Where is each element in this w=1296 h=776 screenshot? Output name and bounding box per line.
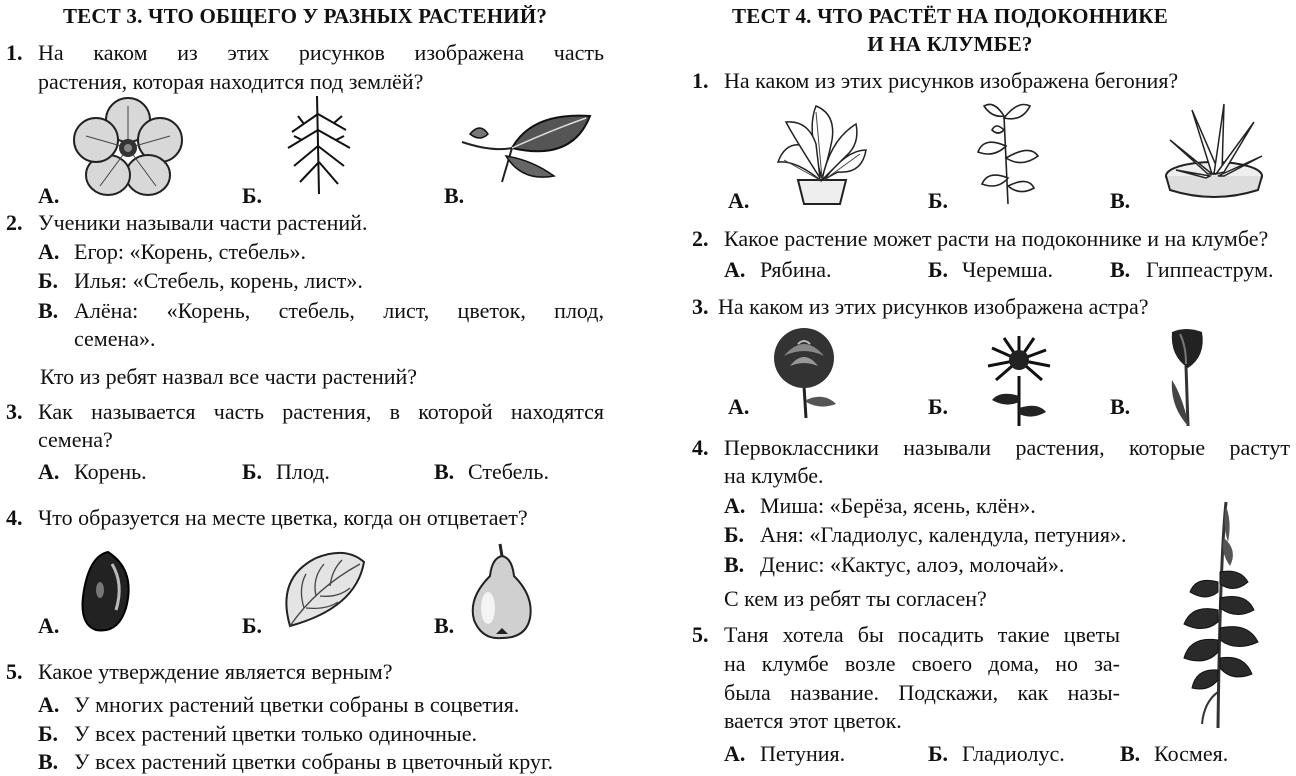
t4-q5-line2: на клумбе возле своего дома, но за- [724,651,1120,676]
t3-q2-question: Кто из ребят назвал все части растений? [40,364,418,389]
tulip-image[interactable] [1166,326,1208,426]
t3-q4-number: 4. [6,505,23,530]
t3-q1-line2: растения, которая находится под землёй? [38,69,424,94]
begonia-image[interactable] [776,100,868,206]
t4-q1-option-c[interactable]: В. [1110,188,1131,213]
t3-q4-option-b[interactable]: Б. [242,613,263,638]
t3-q2-text: Ученики называли части растений. [38,210,368,235]
t4-q5-line3: была название. Подскажи, как назы- [724,680,1120,705]
t4-q2-option-a-text[interactable]: Рябина. [760,257,832,282]
t4-q3-option-a[interactable]: А. [728,394,750,419]
t4-q4-line1: Первоклассники называли растения, которые растут [724,435,1290,460]
t3-q3-number: 3. [6,399,23,424]
t3-q5-option-b-text[interactable]: У всех растений цветки только одиночные. [74,721,477,746]
leafy-stem-image[interactable] [462,112,592,186]
t4-q4-option-c-label[interactable]: В. [724,552,745,577]
lily-plant-image[interactable] [974,96,1040,206]
t4-q5-line4: вается этот цветок. [724,708,902,733]
t3-q1-number: 1. [6,40,23,65]
rose-image[interactable] [764,326,846,418]
t4-q4-option-b-text[interactable]: Аня: «Гладиолус, календула, петуния». [760,522,1127,547]
t4-q5-option-b-text[interactable]: Гладиолус. [962,741,1065,766]
t4-q5-line1: Таня хотела бы посадить такие цветы [724,622,1120,647]
t4-q1-text: На каком из этих рисунков изображена бегония? [724,68,1179,93]
t4-q1-option-b[interactable]: Б. [928,188,949,213]
t4-q5-number: 5. [692,622,709,647]
t4-q1-option-a[interactable]: А. [728,188,750,213]
t3-q4-option-c[interactable]: В. [434,613,455,638]
gladiolus-image [1182,502,1260,728]
root-image[interactable] [284,96,354,196]
t4-q1-number: 1. [692,68,709,93]
t4-q5-option-a-label[interactable]: А. [724,741,746,766]
pear-image[interactable] [466,542,536,640]
t3-q3-option-c-label[interactable]: В. [434,459,455,484]
aloe-image[interactable] [1162,100,1266,200]
t3-q1-option-b[interactable]: Б. [242,183,263,208]
seed-image[interactable] [78,550,134,634]
test4-title-line1: ТЕСТ 4. ЧТО РАСТЁТ НА ПОДОКОННИКЕ [732,4,1168,28]
t4-q3-number: 3. [692,294,709,319]
t3-q3-option-a-text[interactable]: Корень. [74,459,147,484]
t3-q1-line1: На каком из этих рисунков изображена часть [38,40,604,65]
t3-q3-option-b-label[interactable]: Б. [242,459,263,484]
t4-q2-option-c-text[interactable]: Гиппеаструм. [1146,257,1274,282]
t3-q2-number: 2. [6,210,23,235]
t3-q2-option-a-text[interactable]: Егор: «Корень, стебель». [74,239,306,264]
t3-q1-option-a[interactable]: А. [38,183,60,208]
t3-q3-option-b-text[interactable]: Плод. [276,459,330,484]
t3-q5-option-c-label[interactable]: В. [38,749,59,774]
t4-q4-number: 4. [692,435,709,460]
t4-q5-option-a-text[interactable]: Петуния. [760,741,846,766]
t4-q3-option-c[interactable]: В. [1110,394,1131,419]
t4-q2-option-b-text[interactable]: Черемша. [962,257,1053,282]
t4-q4-option-c-text[interactable]: Денис: «Кактус, алоэ, молочай». [760,552,1065,577]
t4-q4-question: С кем из ребят ты согласен? [724,586,987,611]
t3-q2-option-b-label[interactable]: Б. [38,268,59,293]
t4-q2-option-c-label[interactable]: В. [1110,257,1131,282]
t4-q3-option-b[interactable]: Б. [928,394,949,419]
t3-q5-option-a-label[interactable]: А. [38,692,60,717]
t4-q4-option-b-label[interactable]: Б. [724,522,745,547]
t3-q4-text: Что образуется на месте цветка, когда он отцветает? [38,505,528,530]
test3-title: ТЕСТ 3. ЧТО ОБЩЕГО У РАЗНЫХ РАСТЕНИЙ? [62,4,548,28]
t4-q4-option-a-text[interactable]: Миша: «Берёза, ясень, клён». [760,493,1036,518]
t3-q2-option-c-label[interactable]: В. [38,298,59,323]
t4-q2-option-b-label[interactable]: Б. [928,257,949,282]
t4-q5-option-c-text[interactable]: Космея. [1154,741,1229,766]
t4-q3-text: На каком из этих рисунков изображена астра? [718,294,1149,319]
t4-q4-option-a-label[interactable]: А. [724,493,746,518]
t3-q2-option-c-line2[interactable]: семена». [74,326,156,351]
t3-q3-line2: семена? [38,427,113,452]
leaf-image[interactable] [276,548,366,630]
t3-q5-option-a-text[interactable]: У многих растений цветки собраны в соцветия. [74,692,520,717]
t3-q5-number: 5. [6,659,23,684]
t3-q2-option-b-text[interactable]: Илья: «Стебель, корень, лист». [74,268,363,293]
t3-q5-option-c-text[interactable]: У всех растений цветки собраны в цветочный круг. [74,749,553,774]
t3-q5-text: Какое утверждение является верным? [38,659,393,684]
test4-title-line2: И НА КЛУМБЕ? [867,32,1033,56]
t3-q1-option-c[interactable]: В. [444,183,465,208]
t4-q2-option-a-label[interactable]: А. [724,257,746,282]
t3-q3-line1: Как называется часть растения, в которой находятся [38,399,604,424]
t4-q4-line2: на клумбе. [724,463,824,488]
t4-q5-option-c-label[interactable]: В. [1120,741,1141,766]
t3-q3-option-c-text[interactable]: Стебель. [468,459,549,484]
flower-image[interactable] [78,100,178,196]
t3-q3-option-a-label[interactable]: А. [38,459,60,484]
t4-q5-option-b-label[interactable]: Б. [928,741,949,766]
t3-q5-option-b-label[interactable]: Б. [38,721,59,746]
t3-q4-option-a[interactable]: А. [38,613,60,638]
t3-q2-option-a-label[interactable]: А. [38,239,60,264]
t4-q2-text: Какое растение может расти на подоконнике и на клумбе? [724,226,1269,251]
t4-q2-number: 2. [692,226,709,251]
aster-image[interactable] [986,336,1052,426]
t3-q2-option-c-line1[interactable]: Алёна: «Корень, стебель, лист, цветок, плод, [74,298,604,323]
